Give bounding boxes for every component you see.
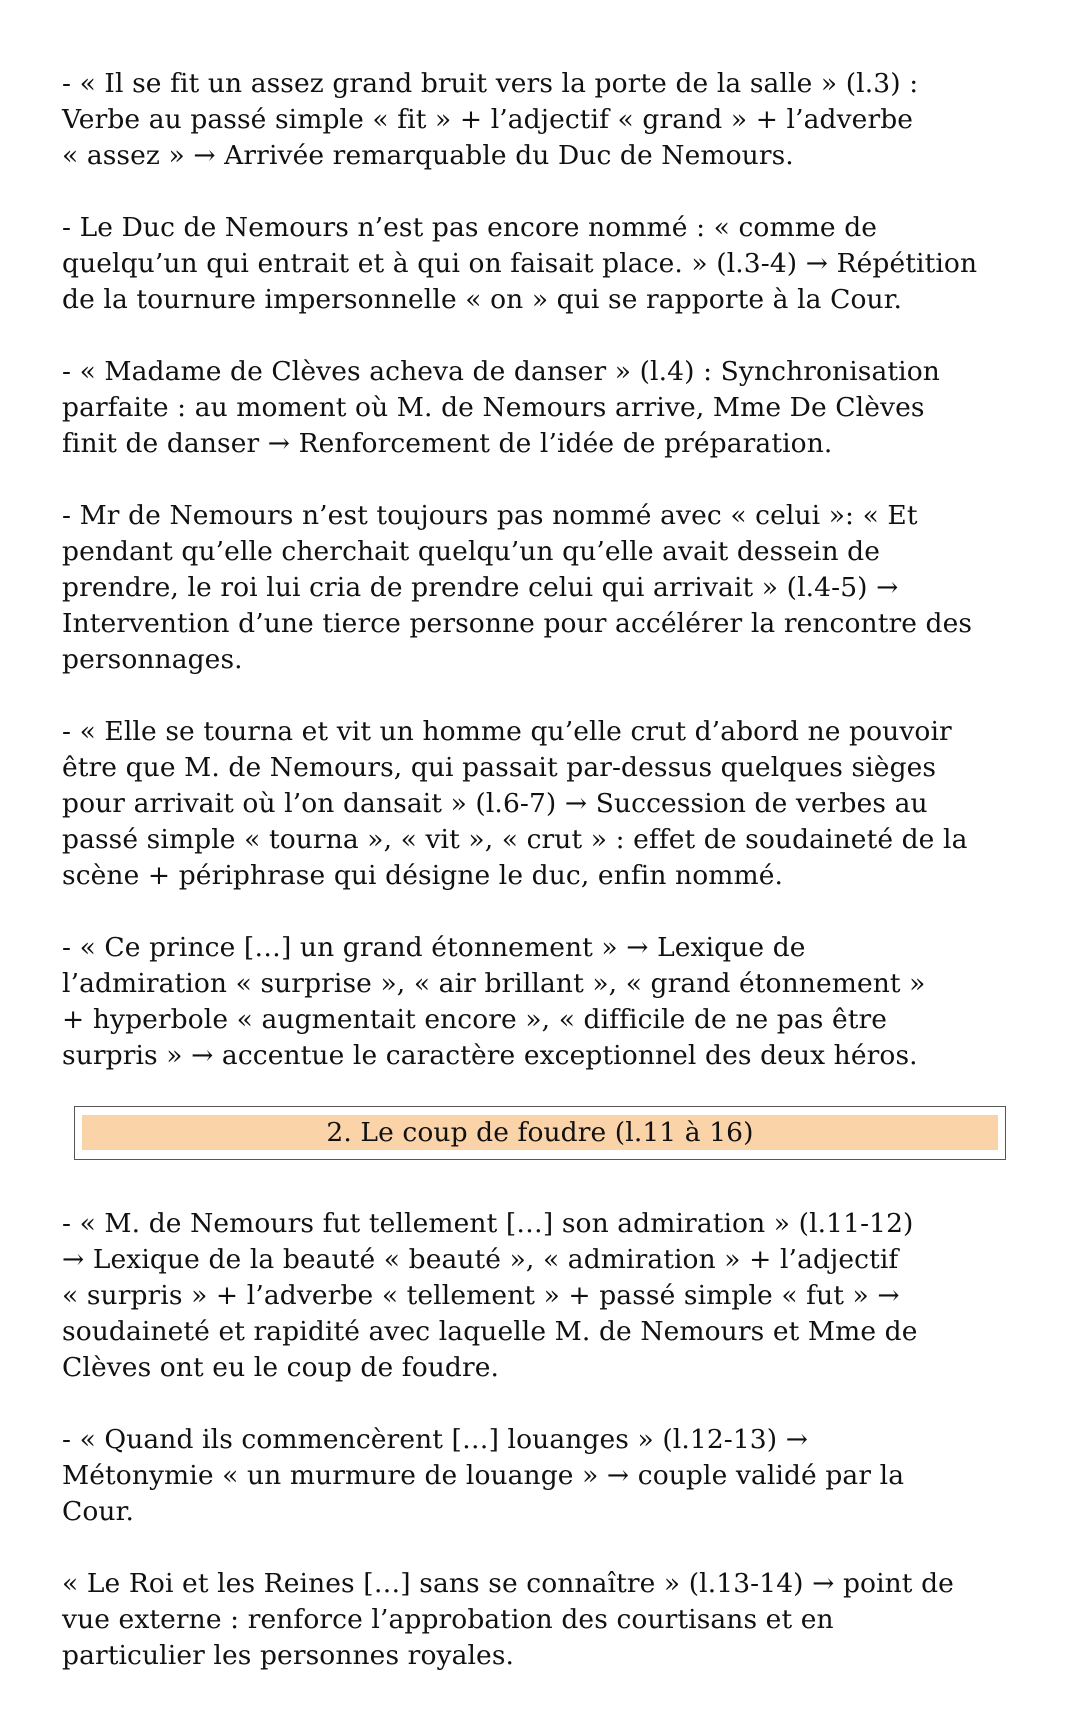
text-line: vue externe : renforce l’approbation des courtisans et en [62, 1604, 834, 1635]
text-line: - « Il se fit un assez grand bruit vers la porte de la salle » (l.3) : [62, 68, 919, 99]
paragraph-ce-prince [62, 930, 1022, 1074]
text-line: - « Elle se tourna et vit un homme qu’elle crut d’abord ne pouvoir [62, 716, 952, 747]
text-line: pour arrivait où l’on dansait » (l.6-7) → Succession de verbes au [62, 788, 928, 819]
text-line: Cour. [62, 1496, 134, 1527]
text-line: - « Ce prince […] un grand étonnement » → Lexique de [62, 932, 806, 963]
text-line: surpris » → accentue le caractère exceptionnel des deux héros. [62, 1040, 918, 1071]
section-heading: 2. Le coup de foudre (l.11 à 16) [82, 1115, 998, 1150]
text-line: « surpris » + l’adverbe « tellement » + passé simple « fut » → [62, 1280, 900, 1311]
text-line: - « Quand ils commencèrent […] louanges » (l.12-13) → [62, 1424, 809, 1455]
text-line: - « Madame de Clèves acheva de danser » (l.4) : Synchronisation [62, 356, 940, 387]
text-line: « Le Roi et les Reines […] sans se connaître » (l.13-14) → point de [62, 1568, 954, 1599]
text-line: personnages. [62, 644, 243, 675]
text-line: - Le Duc de Nemours n’est pas encore nommé : « comme de [62, 212, 878, 243]
text-line: être que M. de Nemours, qui passait par-dessus quelques sièges [62, 752, 937, 783]
text-line: parfaite : au moment où M. de Nemours arrive, Mme De Clèves [62, 392, 925, 423]
text-line: → Lexique de la beauté « beauté », « admiration » + l’adjectif [62, 1244, 899, 1275]
document-page [62, 66, 1022, 1710]
text-line: - « M. de Nemours fut tellement […] son admiration » (l.11-12) [62, 1208, 914, 1239]
text-line: Métonymie « un murmure de louange » → couple validé par la [62, 1460, 905, 1491]
text-line: Verbe au passé simple « fit » + l’adjectif « grand » + l’adverbe [62, 104, 914, 135]
paragraph-celui [62, 498, 1022, 678]
text-line: prendre, le roi lui cria de prendre celui qui arrivait » (l.4-5) → [62, 572, 899, 603]
paragraph-synchronisation [62, 354, 1022, 462]
text-line: particulier les personnes royales. [62, 1640, 515, 1671]
text-line: Clèves ont eu le coup de foudre. [62, 1352, 500, 1383]
text-line: « assez » → Arrivée remarquable du Duc de Nemours. [62, 140, 794, 171]
text-line: Intervention d’une tierce personne pour accélérer la rencontre des [62, 608, 973, 639]
text-line: + hyperbole « augmentait encore », « difficile de ne pas être [62, 1004, 888, 1035]
text-line: - Mr de Nemours n’est toujours pas nommé avec « celui »: « Et [62, 500, 918, 531]
paragraph-louanges [62, 1422, 1022, 1530]
text-line: soudaineté et rapidité avec laquelle M. de Nemours et Mme de [62, 1316, 918, 1347]
text-line: quelqu’un qui entrait et à qui on faisait place. » (l.3-4) → Répétition [62, 248, 978, 279]
text-line: scène + périphrase qui désigne le duc, enfin nommé. [62, 860, 784, 891]
paragraph-pas-nomme [62, 210, 1022, 318]
text-line: pendant qu’elle cherchait quelqu’un qu’elle avait dessein de [62, 536, 880, 567]
section-heading-box [74, 1106, 1006, 1160]
text-line: de la tournure impersonnelle « on » qui se rapporte à la Cour. [62, 284, 903, 315]
paragraph-tellement [62, 1206, 1022, 1386]
text-line: passé simple « tourna », « vit », « crut » : effet de soudaineté de la [62, 824, 968, 855]
paragraph-roi-reines [62, 1566, 1022, 1674]
text-line: l’admiration « surprise », « air brillant », « grand étonnement » [62, 968, 926, 999]
paragraph-elle-se-tourna [62, 714, 1022, 894]
paragraph-bruit [62, 66, 1022, 174]
text-line: finit de danser → Renforcement de l’idée de préparation. [62, 428, 833, 459]
